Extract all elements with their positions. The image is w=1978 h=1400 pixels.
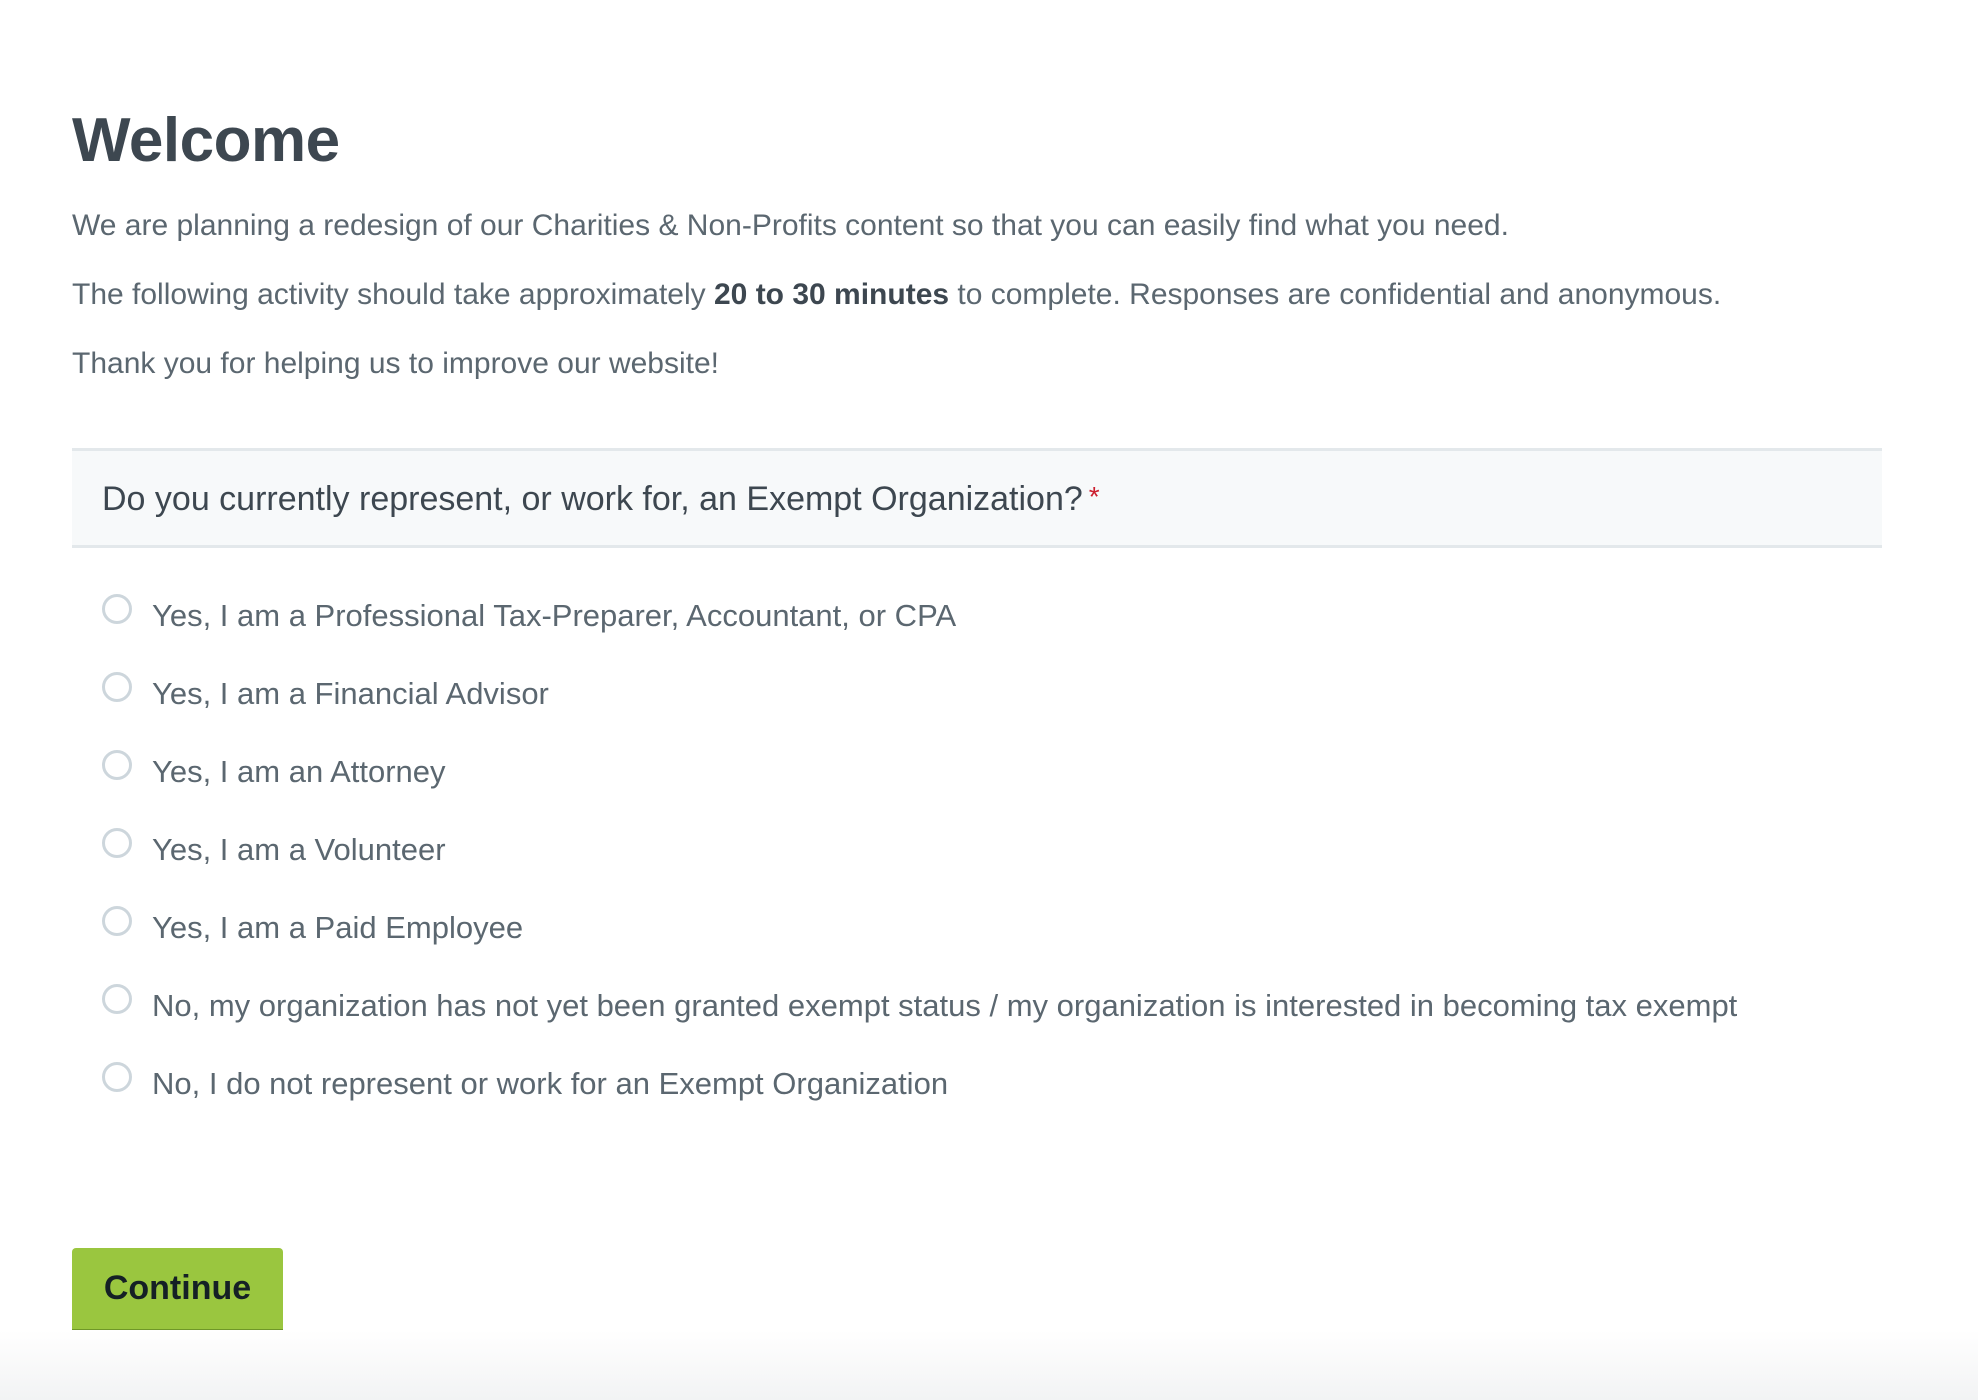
radio-option-label: No, my organization has not yet been granted exempt status / my organization is interested in becoming tax exempt [152,988,1738,1023]
radio-option-attorney[interactable] [102,744,446,794]
radio-option-label: Yes, I am a Professional Tax-Preparer, Accountant, or CPA [152,598,957,633]
radio-button[interactable] [102,1062,132,1092]
question-label: Do you currently represent, or work for, an Exempt Organization? [102,480,1083,518]
radio-option-label: Yes, I am a Financial Advisor [152,676,549,711]
radio-option-not-yet-exempt[interactable] [102,978,1737,1028]
radio-button[interactable] [102,906,132,936]
intro-paragraph-duration [72,275,1721,315]
radio-option-volunteer[interactable] [102,822,446,872]
intro-paragraph-redesign: We are planning a redesign of our Charities & Non-Profits content so that you can easily find what you need. [72,209,1509,242]
intro-duration-bold: 20 to 30 minutes [713,278,950,311]
bottom-shadow [0,1330,1978,1400]
continue-button[interactable]: Continue [72,1248,283,1334]
question-text [102,478,1100,520]
radio-option-financial-advisor[interactable] [102,666,549,716]
radio-button[interactable] [102,984,132,1014]
page-title: Welcome [72,106,340,175]
radio-button[interactable] [102,672,132,702]
radio-option-tax-preparer[interactable] [102,588,956,638]
radio-option-label: Yes, I am a Paid Employee [152,910,524,945]
required-asterisk: * [1088,481,1100,512]
radio-button[interactable] [102,750,132,780]
intro-paragraph-thanks: Thank you for helping us to improve our website! [72,347,720,380]
radio-option-label: No, I do not represent or work for an Exempt Organization [152,1066,949,1101]
intro-duration-before: The following activity should take approximately [72,278,714,311]
radio-button[interactable] [102,594,132,624]
radio-button[interactable] [102,828,132,858]
radio-option-label: Yes, I am a Volunteer [152,832,446,867]
radio-option-label: Yes, I am an Attorney [152,754,446,789]
radio-option-not-representing[interactable] [102,1056,948,1106]
intro-duration-after: to complete. Responses are confidential and anonymous. [949,278,1722,311]
radio-option-paid-employee[interactable] [102,900,523,950]
question-header [72,448,1882,548]
